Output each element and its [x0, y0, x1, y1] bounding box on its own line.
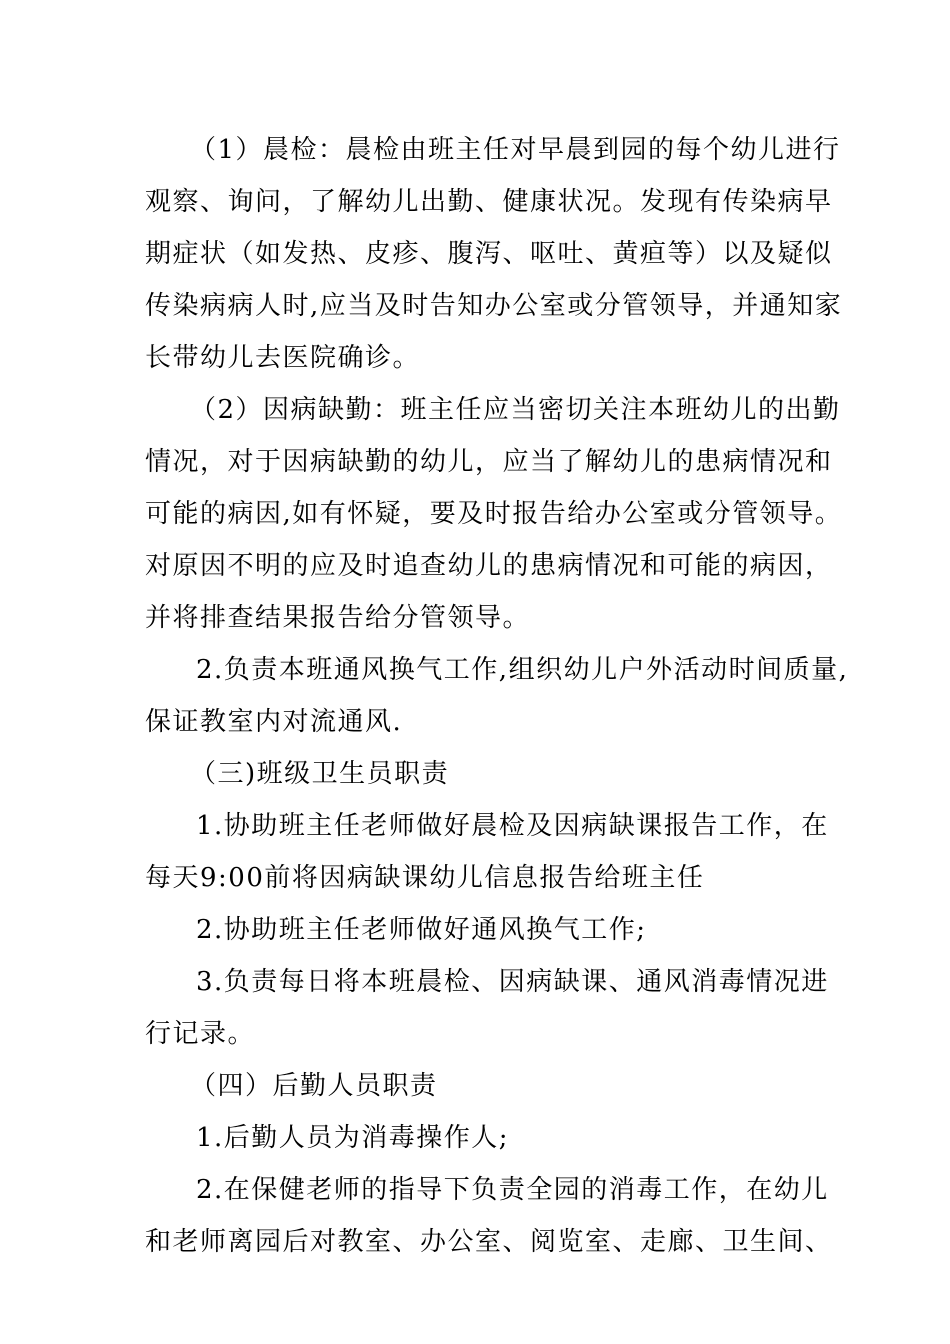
text-line: 保证教室内对流通风.	[145, 707, 403, 737]
text-line: 1.后勤人员为消毒操作人;	[196, 1123, 510, 1153]
text-line: （三)班级卫生员职责	[190, 759, 450, 789]
text-line: 情况，对于因病缺勤的幼儿，应当了解幼儿的患病情况和	[145, 447, 833, 477]
text-line: 期症状（如发热、皮疹、腹泻、呕吐、黄疸等）以及疑似	[145, 239, 833, 269]
text-line: 可能的病因,如有怀疑，要及时报告给办公室或分管领导。	[145, 499, 843, 529]
text-line: 和老师离园后对教室、办公室、阅览室、走廊、卫生间、	[145, 1227, 833, 1257]
text-line: 2.协助班主任老师做好通风换气工作;	[196, 915, 647, 945]
text-line: 对原因不明的应及时追查幼儿的患病情况和可能的病因，	[145, 551, 833, 581]
text-line: （四）后勤人员职责	[190, 1071, 438, 1101]
text-line: 观察、询问，了解幼儿出勤、健康状况。发现有传染病早	[145, 187, 833, 217]
text-line: 2.在保健老师的指导下负责全园的消毒工作，在幼儿	[196, 1175, 829, 1205]
text-line: 长带幼儿去医院确诊。	[145, 343, 421, 373]
text-line: 每天9:00前将因病缺课幼儿信息报告给班主任	[145, 863, 705, 893]
text-line: （1）晨检：晨检由班主任对早晨到园的每个幼儿进行	[190, 135, 841, 165]
text-line: 传染病病人时,应当及时告知办公室或分管领导，并通知家	[145, 291, 843, 321]
text-line: 1.协助班主任老师做好晨检及因病缺课报告工作，在	[196, 811, 829, 841]
text-line: 行记录。	[145, 1019, 256, 1049]
text-line: 2.负责本班通风换气工作,组织幼儿户外活动时间质量,	[196, 655, 849, 685]
text-line: （2）因病缺勤：班主任应当密切关注本班幼儿的出勤	[190, 395, 841, 425]
text-line: 并将排查结果报告给分管领导。	[145, 603, 531, 633]
text-line: 3.负责每日将本班晨检、因病缺课、通风消毒情况进	[196, 967, 829, 997]
